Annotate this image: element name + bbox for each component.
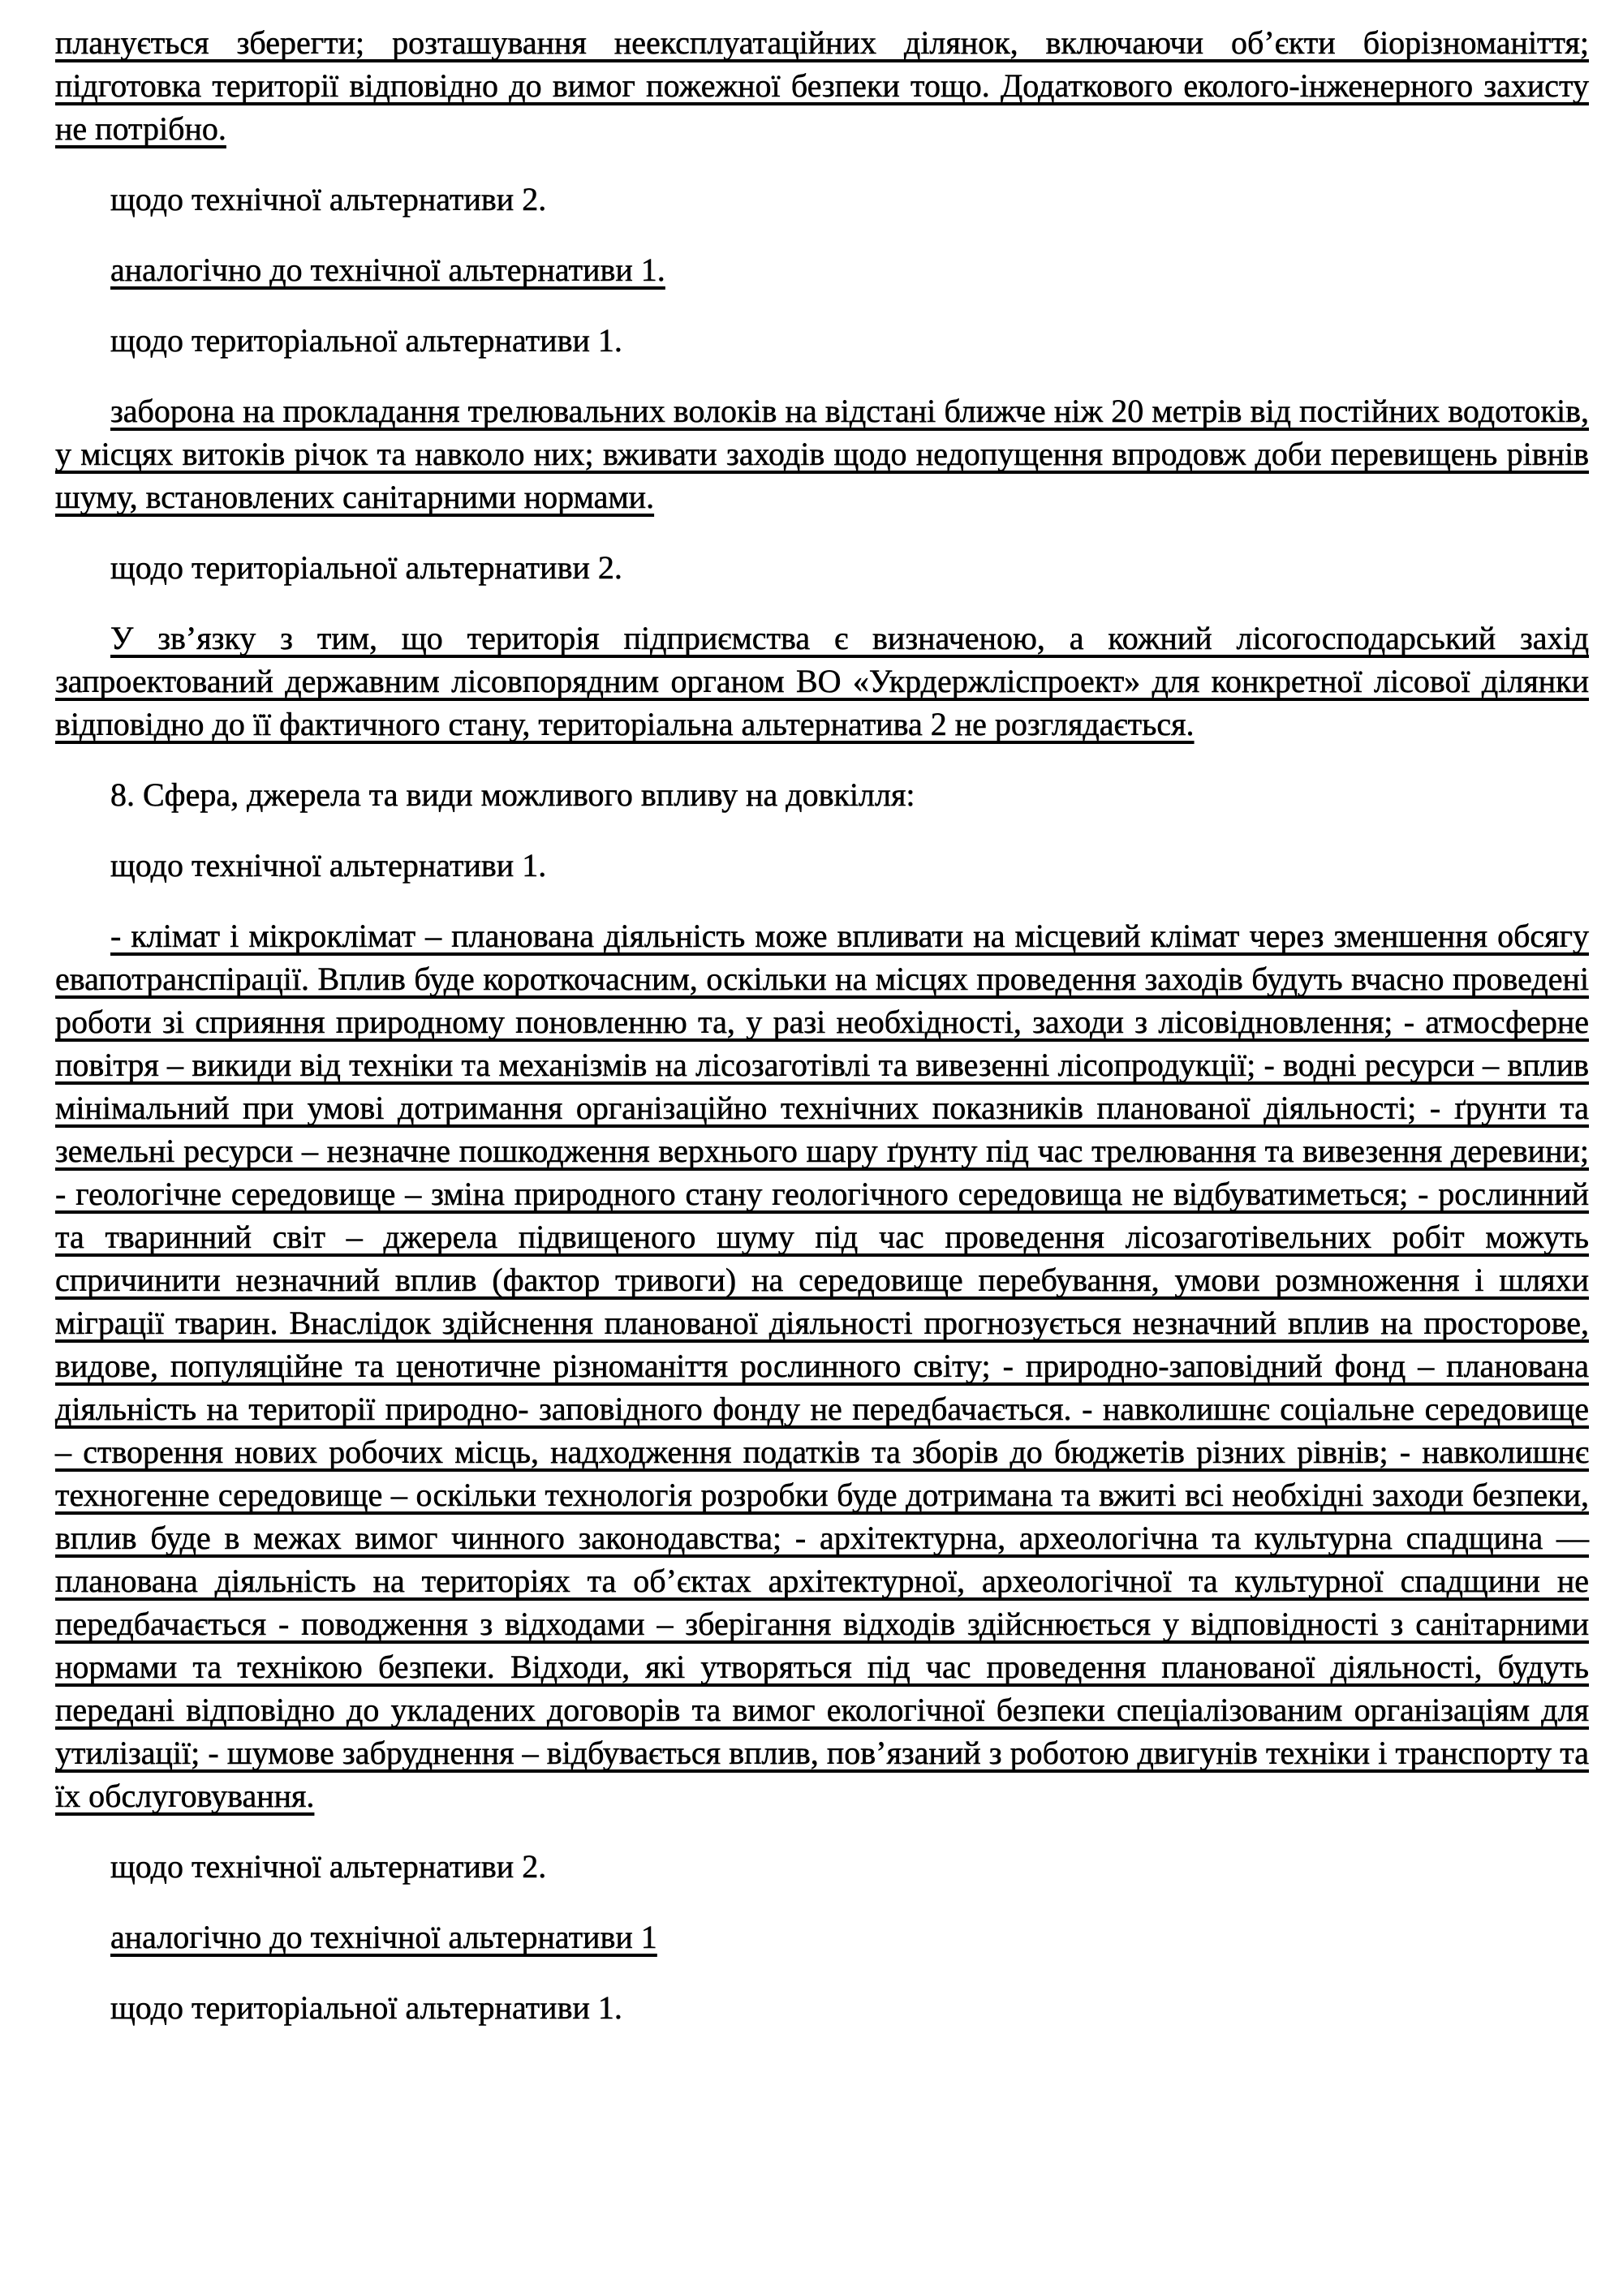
paragraph-continuation-protection: планується зберегти; розташування неексплуатаційних ділянок, включаючи об’єкти біорізноманіття; підготовка території відповідно до вимог пожежної безпеки тощо. Додаткового еколого-інженерного захисту не потрібно. (55, 24, 1589, 147)
paragraph-section-8-heading: 8. Сфера, джерела та види можливого впливу на довкілля: (110, 776, 915, 813)
paragraph-terr-alt-2-heading: щодо територіальної альтернативи 2. (110, 549, 622, 586)
paragraph-tech-alt-2-answer-bottom: аналогічно до технічної альтернативи 1 (110, 1919, 657, 1955)
paragraph-terr-alt-1-answer: заборона на прокладання трелювальних волоків на відстані ближче ніж 20 метрів від постійних водотоків, у місцях витоків річок та навколо них; вживати заходів щодо недопущення впродовж доби перевищень рівнів шуму, встановлених санітарними нормами. (55, 393, 1589, 515)
paragraph-tech-alt-2-answer: аналогічно до технічної альтернативи 1. (110, 252, 665, 288)
paragraph-tech-alt-2-heading-bottom: щодо технічної альтернативи 2. (110, 1848, 547, 1885)
paragraph-impact-description: - клімат і мікроклімат – планована діяльність може впливати на місцевий клімат через зменшення обсягу евапотранспірації. Вплив буде короткочасним, оскільки на місцях проведення заходів будуть вчасно проведені роботи зі сприяння природному поновленню та, у разі необхідності, заходи з лісовідновлення; - атмосферне повітря – викиди від техніки та механізмів на лісозаготівлі та вивезенні лісопродукції; - водні ресурси – вплив мінімальний при умові дотримання організаційно технічних показників планованої діяльності; - ґрунти та земельні ресурси – незначне пошкодження верхнього шару ґрунту під час трелювання та вивезення деревини; - геологічне середовище – зміна природного стану геологічного середовища не відбуватиметься; - рослинний та тваринний світ – джерела підвищеного шуму під час проведення лісозаготівельних робіт можуть спричинити незначний вплив (фактор тривоги) на середовище перебування, умови розмноження і шляхи міграції тварин. Внаслідок здійснення планованої діяльності прогнозується незначний вплив на просторове, видове, популяційне та ценотичне різноманіття рослинного світу; - природно-заповідний фонд – планована діяльність на території природно- заповідного фонду не передбачається. - навколишнє соціальне середовище – створення нових робочих місць, надходження податків та зборів до бюджетів різних рівнів; - навколишнє техногенне середовище – оскільки технологія розробки буде дотримана та вжиті всі необхідні заходи безпеки, вплив буде в межах вимог чинного законодавства; - архітектурна, археологічна та культурна спадщина — планована діяльність на територіях та об’єктах архітектурної, археологічної та культурної спадщини не передбачається - поводження з відходами – зберігання відходів здійснюється у відповідності з санітарними нормами та технікою безпеки. Відходи, які утворяться під час проведення планованої діяльності, будуть передані відповідно до укладених договорів та вимог екологічної безпеки спеціалізованим організаціям для утилізації; - шумове забруднення – відбувається вплив, пов’язаний з роботою двигунів техніки і транспорту та їх обслуговування. (55, 918, 1589, 1814)
paragraph-tech-alt-2-heading: щодо технічної альтернативи 2. (110, 181, 547, 217)
paragraph-terr-alt-1-heading: щодо територіальної альтернативи 1. (110, 322, 622, 359)
paragraph-terr-alt-1-heading-bottom: щодо територіальної альтернативи 1. (110, 1989, 622, 2026)
paragraph-terr-alt-2-answer: У зв’язку з тим, що територія підприємства є визначеною, а кожний лісогосподарський захід запроектований державним лісовпорядним органом ВО «Укрдержліспроект» для конкретної лісової ділянки відповідно до її фактичного стану, територіальна альтернатива 2 не розглядається. (55, 620, 1589, 742)
paragraph-tech-alt-1-heading: щодо технічної альтернативи 1. (110, 847, 547, 884)
